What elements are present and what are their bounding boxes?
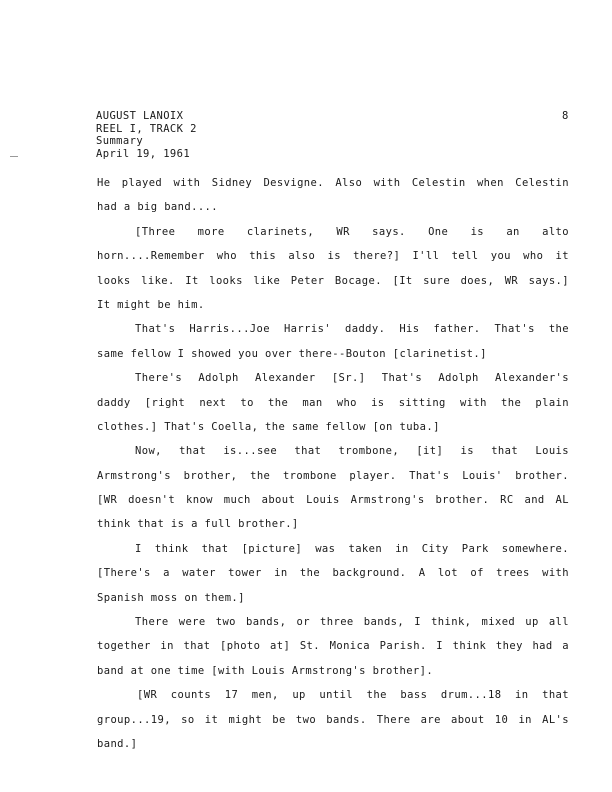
- interview-date: April 19, 1961: [96, 147, 191, 160]
- text-line: band at one time [with Louis Armstrong's brother].: [97, 664, 434, 677]
- text-line: That's Harris...Joe Harris' daddy. His father. That's the: [135, 323, 569, 336]
- text-line: looks like. It looks like Peter Bocage. [It sure does, WR says.]: [97, 274, 569, 287]
- page-number: 8: [562, 110, 569, 122]
- scan-mark: [10, 156, 18, 157]
- text-line: I think that [picture] was taken in City Park somewhere.: [135, 542, 569, 555]
- text-line: [WR doesn't know much about Louis Armstrong's brother. RC and AL: [97, 494, 569, 507]
- reel-track: REEL I, TRACK 2: [96, 122, 197, 135]
- text-line: Armstrong's brother, the trombone player. That's Louis' brother.: [97, 469, 569, 482]
- text-line: had a big band....: [97, 201, 218, 214]
- text-line: There were two bands, or three bands, I think, mixed up all: [135, 616, 569, 629]
- text-line: daddy [right next to the man who is sitting with the plain: [97, 396, 569, 409]
- text-line: together in that [photo at] St. Monica Parish. I think they had a: [97, 640, 569, 653]
- text-line: [There's a water tower in the background. A lot of trees with: [97, 567, 569, 580]
- transcript-body: [97, 171, 569, 756]
- text-line: It might be him.: [97, 298, 205, 311]
- text-line: same fellow I showed you over there--Bouton [clarinetist.]: [97, 347, 487, 360]
- text-line: [Three more clarinets, WR says. One is an alto: [135, 225, 569, 238]
- text-line: think that is a full brother.]: [97, 518, 299, 531]
- text-line: There's Adolph Alexander [Sr.] That's Adolph Alexander's: [135, 372, 569, 385]
- text-line: band.]: [97, 737, 138, 750]
- interviewee-name: AUGUST LANOIX: [96, 110, 184, 122]
- text-line: group...19, so it might be two bands. There are about 10 in AL's: [97, 713, 569, 726]
- text-line: Now, that is...see that trombone, [it] is that Louis: [135, 445, 569, 458]
- text-line: clothes.] That's Coella, the same fellow [on tuba.]: [97, 420, 440, 433]
- text-line: [WR counts 17 men, up until the bass drum...18 in that: [137, 689, 569, 702]
- text-line: He played with Sidney Desvigne. Also with Celestin when Celestin: [97, 177, 569, 189]
- text-line: Spanish moss on them.]: [97, 591, 245, 604]
- document-type: Summary: [96, 135, 144, 147]
- document-header: [96, 110, 197, 160]
- text-line: horn....Remember who this also is there?] I'll tell you who it: [97, 250, 569, 263]
